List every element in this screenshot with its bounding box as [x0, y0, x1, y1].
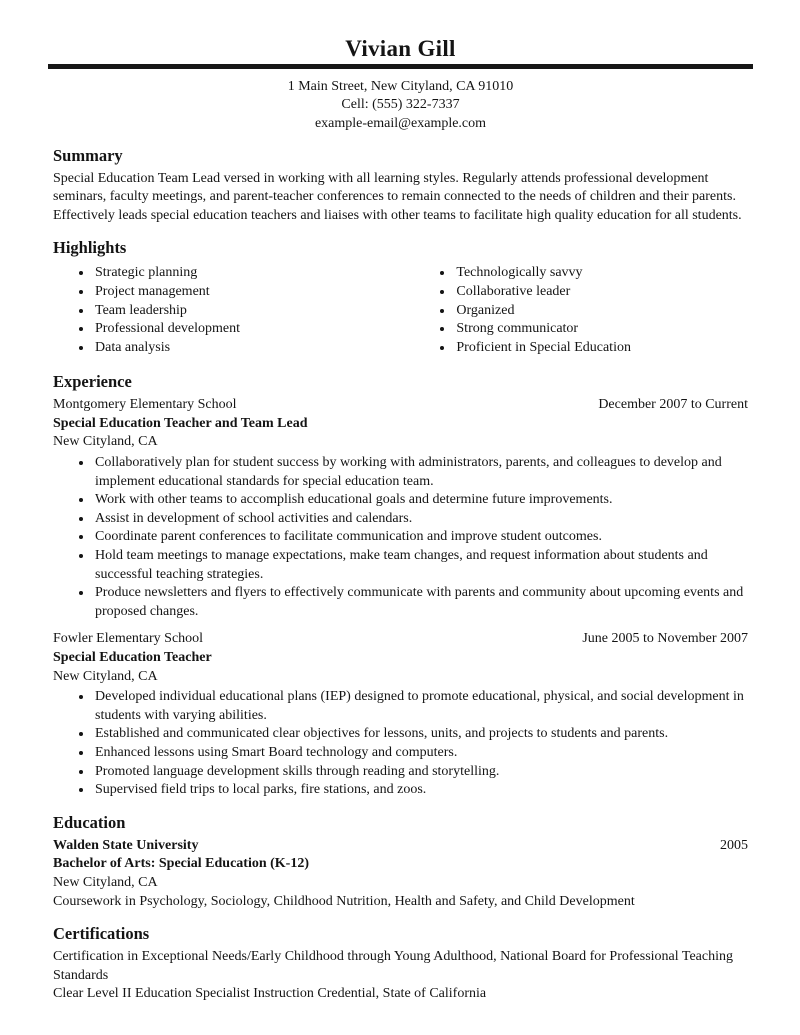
highlight-item: • Data analysis	[93, 339, 414, 358]
job-bullet: • Developed individual educational plans (IEP) designed to promote educational, physical, and social development in students with varying abilities.	[93, 688, 748, 725]
job-bullet: • Hold team meetings to manage expectations, make team changes, and request information about students and successful teaching strategies.	[93, 547, 748, 584]
highlight-item: • Strategic planning	[93, 264, 414, 283]
job-bullet: • Enhanced lessons using Smart Board technology and computers.	[93, 744, 748, 763]
header-divider-rule	[48, 64, 753, 69]
contact-phone: Cell: (555) 322-7337	[341, 97, 460, 113]
education-year: 2005	[720, 837, 748, 853]
highlight-item: • Team leadership	[93, 302, 414, 321]
highlight-item: • Professional development	[93, 320, 414, 339]
highlight-item: • Project management	[93, 283, 414, 302]
candidate-name: Vivian Gill	[345, 36, 456, 61]
resume-header	[53, 36, 748, 133]
job-dates: June 2005 to November 2007	[582, 631, 748, 647]
job-title: Special Education Teacher	[53, 650, 212, 666]
job-location: New Cityland, CA	[53, 668, 158, 684]
job-bullet: • Supervised field trips to local parks, fire stations, and zoos.	[93, 781, 748, 800]
summary-section	[53, 146, 748, 226]
certification-item: Clear Level II Education Specialist Instruction Credential, State of California	[53, 986, 487, 1002]
education-coursework: Coursework in Psychology, Sociology, Childhood Nutrition, Health and Safety, and Child Development	[53, 893, 635, 909]
education-header-row	[53, 837, 748, 856]
education-heading: Education	[53, 812, 126, 832]
job-bullet: • Work with other teams to accomplish educational goals and determine future improvements.	[93, 491, 748, 510]
highlight-item: • Technologically savvy	[454, 264, 775, 283]
job-bullet: • Promoted language development skills through reading and storytelling.	[93, 763, 748, 782]
job-header-row	[53, 396, 748, 415]
job-entry	[53, 396, 748, 621]
contact-email: example-email@example.com	[314, 115, 487, 131]
job-employer: Fowler Elementary School	[53, 631, 204, 647]
job-bullet-list	[53, 688, 748, 800]
job-employer: Montgomery Elementary School	[53, 397, 237, 413]
highlight-item: • Proficient in Special Education	[454, 339, 775, 358]
highlights-right-column	[414, 264, 775, 357]
certifications-section	[53, 924, 748, 1004]
highlight-item: • Collaborative leader	[454, 283, 775, 302]
highlights-left-column	[53, 264, 414, 357]
highlights-columns	[53, 262, 748, 359]
certifications-heading: Certifications	[53, 924, 150, 944]
highlight-item: • Organized	[454, 302, 775, 321]
education-section	[53, 813, 748, 911]
education-school: Walden State University	[53, 837, 199, 853]
job-bullet-list	[53, 454, 748, 621]
job-entry	[53, 630, 748, 799]
education-location: New Cityland, CA	[53, 874, 158, 890]
job-location: New Cityland, CA	[53, 434, 158, 450]
job-bullet: • Produce newsletters and flyers to effectively communicate with parents and community about upcoming events and proposed changes.	[93, 584, 748, 621]
summary-text: Special Education Team Lead versed in working with all learning styles. Regularly attends professional development seminars, faculty meetings, and parent-teacher conferences to remain connected to the needs of children and their parents. Effectively leads special education teachers and liaises with other teams to facilitate high quality education for all students.	[53, 170, 742, 223]
experience-heading: Experience	[53, 372, 132, 392]
job-header-row	[53, 630, 748, 649]
job-bullet: • Coordinate parent conferences to facilitate communication and improve student outcomes.	[93, 528, 748, 547]
job-bullet: • Collaboratively plan for student success by working with administrators, parents, and colleagues to develop and implement educational standards for special education team.	[93, 454, 748, 491]
job-dates: December 2007 to Current	[598, 397, 748, 413]
highlights-section	[53, 238, 748, 359]
summary-heading: Summary	[53, 145, 123, 165]
job-title: Special Education Teacher and Team Lead	[53, 415, 308, 431]
experience-section	[53, 372, 748, 800]
job-bullet: • Established and communicated clear objectives for lessons, units, and projects to students and parents.	[93, 725, 748, 744]
highlight-item: • Strong communicator	[454, 320, 775, 339]
contact-block	[53, 78, 748, 133]
contact-address: 1 Main Street, New Cityland, CA 91010	[287, 79, 514, 95]
certification-item: Certification in Exceptional Needs/Early Childhood through Young Adulthood, National Board for Professional Teaching Standards	[53, 948, 733, 983]
job-bullet: • Assist in development of school activities and calendars.	[93, 510, 748, 529]
highlights-heading: Highlights	[53, 238, 127, 258]
education-degree: Bachelor of Arts: Special Education (K-12)	[53, 856, 310, 872]
